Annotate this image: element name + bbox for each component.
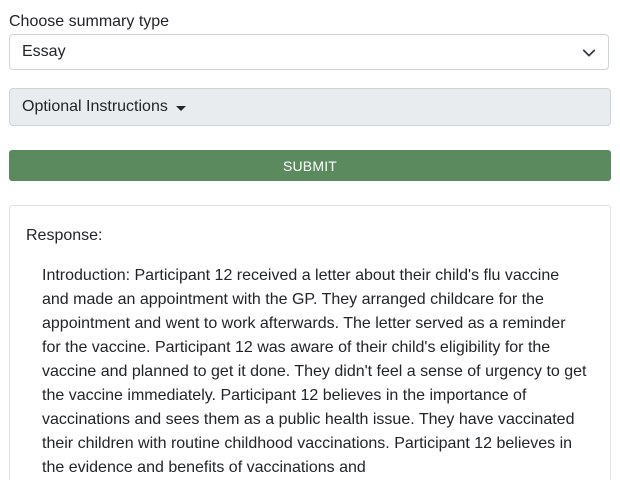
submit-button-label: SUBMIT [282, 157, 338, 174]
summary-type-value: Essay [22, 43, 66, 60]
chevron-down-icon [582, 46, 596, 60]
optional-instructions-toggle[interactable] [9, 88, 611, 126]
summary-type-label: Choose summary type [9, 13, 170, 30]
response-panel [9, 205, 611, 480]
caret-down-icon [176, 106, 186, 111]
optional-instructions-label: Optional Instructions [22, 98, 168, 115]
response-label: Response: [26, 227, 103, 244]
submit-button[interactable] [9, 150, 611, 181]
response-text: Introduction: Participant 12 received a letter about their child's flu vaccine and made an appointment with the GP. They arranged childcare for the appointment and went to work afterwards. The letter served as a reminder for the vaccine. Participant 12 was aware of their child's eligibility for the vaccine and planned to get it done. They didn't feel a sense of urgency to get the vaccine immediately. Participant 12 believes in the importance of vaccinations and sees them as a public health issue. They have vaccinated their children with routine childhood vaccinations. Participant 12 believes in the evidence and benefits of vaccinations and [42, 267, 587, 476]
summary-type-select[interactable] [9, 34, 609, 70]
